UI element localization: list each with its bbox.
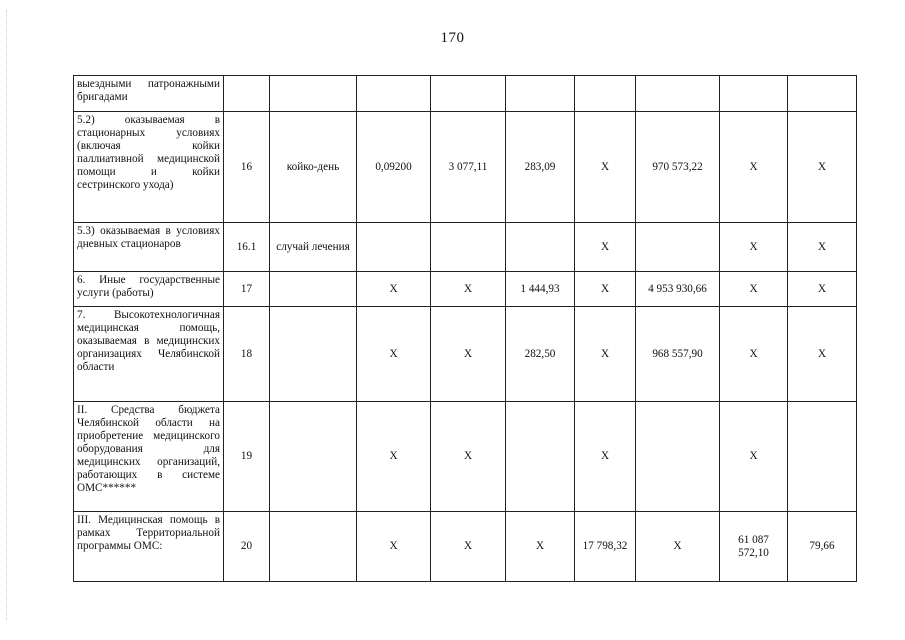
col-9-cell: 61 087 572,10	[720, 512, 788, 582]
row-number-cell	[224, 76, 270, 112]
col-9-cell: Х	[720, 272, 788, 307]
col-8-cell	[636, 76, 720, 112]
unit-cell: койко-день	[270, 112, 357, 223]
col-8-cell	[636, 223, 720, 272]
col-6-cell	[506, 223, 575, 272]
table-row-row-patronage	[74, 76, 857, 112]
col-5-cell	[431, 223, 506, 272]
col-5-cell: Х	[431, 307, 506, 402]
unit-cell	[270, 512, 357, 582]
unit-cell: случай лечения	[270, 223, 357, 272]
col-6-cell: 283,09	[506, 112, 575, 223]
col-6-cell	[506, 402, 575, 512]
table-body	[74, 76, 857, 582]
table-row-row-5-2	[74, 112, 857, 223]
col-8-cell: 970 573,22	[636, 112, 720, 223]
col-7-cell	[575, 76, 636, 112]
col-9-cell: Х	[720, 223, 788, 272]
col-4-cell: Х	[357, 272, 431, 307]
col-6-cell: 1 444,93	[506, 272, 575, 307]
col-7-cell: Х	[575, 112, 636, 223]
col-4-cell: 0,09200	[357, 112, 431, 223]
col-7-cell: Х	[575, 307, 636, 402]
col-10-cell: Х	[788, 307, 857, 402]
col-5-cell: Х	[431, 402, 506, 512]
table-row-row-5-3	[74, 223, 857, 272]
row-name-cell: 5.2) оказываемая в стационарных условиях (включая койки паллиативной медицинской помощи и койки сестринского ухода)	[74, 112, 224, 223]
col-7-cell: 17 798,32	[575, 512, 636, 582]
page-number: 170	[440, 30, 465, 46]
table-row-row-III	[74, 512, 857, 582]
row-number-cell: 18	[224, 307, 270, 402]
scan-edge-line	[6, 10, 7, 620]
col-10-cell	[788, 402, 857, 512]
col-5-cell: Х	[431, 272, 506, 307]
col-4-cell: Х	[357, 307, 431, 402]
table-row-row-7	[74, 307, 857, 402]
col-6-cell	[506, 76, 575, 112]
col-10-cell	[788, 76, 857, 112]
row-name-cell: выездными патронажными бригадами	[74, 76, 224, 112]
col-6-cell: 282,50	[506, 307, 575, 402]
unit-cell	[270, 272, 357, 307]
col-8-cell: Х	[636, 512, 720, 582]
col-4-cell	[357, 76, 431, 112]
col-10-cell: Х	[788, 272, 857, 307]
col-9-cell: Х	[720, 112, 788, 223]
financing-table	[73, 75, 857, 582]
table-row-row-6	[74, 272, 857, 307]
row-name-cell: 5.3) оказываемая в условиях дневных стационаров	[74, 223, 224, 272]
row-number-cell: 16.1	[224, 223, 270, 272]
col-4-cell: Х	[357, 402, 431, 512]
row-name-cell: III. Медицинская помощь в рамках Территориальной программы ОМС:	[74, 512, 224, 582]
table-row-row-II	[74, 402, 857, 512]
col-10-cell: 79,66	[788, 512, 857, 582]
col-4-cell	[357, 223, 431, 272]
col-7-cell: Х	[575, 272, 636, 307]
row-name-cell: 6. Иные государственные услуги (работы)	[74, 272, 224, 307]
col-6-cell: Х	[506, 512, 575, 582]
unit-cell	[270, 402, 357, 512]
col-10-cell: Х	[788, 223, 857, 272]
col-8-cell: 968 557,90	[636, 307, 720, 402]
unit-cell	[270, 76, 357, 112]
col-5-cell: Х	[431, 512, 506, 582]
col-5-cell	[431, 76, 506, 112]
col-5-cell: 3 077,11	[431, 112, 506, 223]
row-name-cell: 7. Высокотехнологичная медицинская помощь, оказываемая в медицинских организациях Челябинской области	[74, 307, 224, 402]
row-number-cell: 17	[224, 272, 270, 307]
col-9-cell: Х	[720, 307, 788, 402]
col-9-cell: Х	[720, 402, 788, 512]
row-number-cell: 20	[224, 512, 270, 582]
col-4-cell: Х	[357, 512, 431, 582]
col-7-cell: Х	[575, 223, 636, 272]
col-9-cell	[720, 76, 788, 112]
row-number-cell: 19	[224, 402, 270, 512]
col-7-cell: Х	[575, 402, 636, 512]
unit-cell	[270, 307, 357, 402]
row-number-cell: 16	[224, 112, 270, 223]
col-8-cell: 4 953 930,66	[636, 272, 720, 307]
col-10-cell: Х	[788, 112, 857, 223]
col-8-cell	[636, 402, 720, 512]
row-name-cell: II. Средства бюджета Челябинской области на приобретение медицинского оборудования для медицинских организаций, работающих в системе ОМС******	[74, 402, 224, 512]
